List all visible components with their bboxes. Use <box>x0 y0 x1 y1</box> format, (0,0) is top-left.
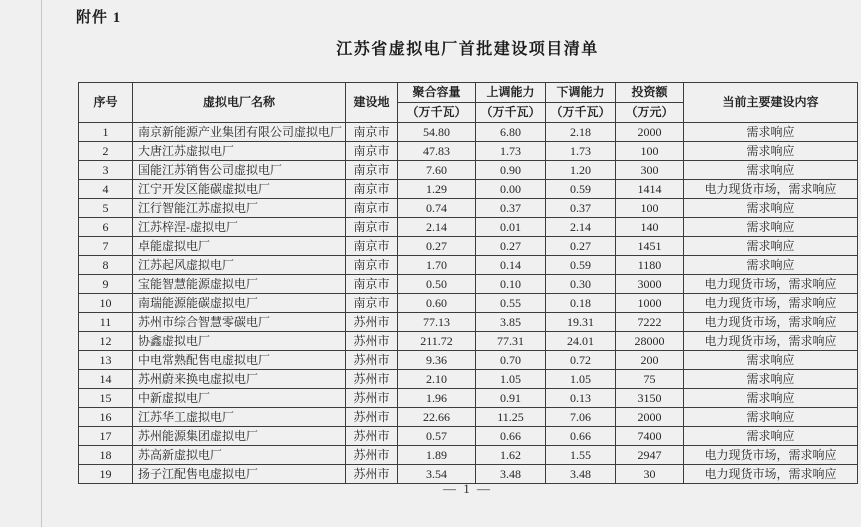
cell-name: 中新虚拟电厂 <box>133 389 346 408</box>
cell-up: 0.37 <box>476 199 546 218</box>
cell-location: 苏州市 <box>346 446 398 465</box>
cell-name: 江苏华工虚拟电厂 <box>133 408 346 427</box>
cell-up: 1.73 <box>476 142 546 161</box>
attachment-label: 附件 1 <box>76 10 122 26</box>
cell-index: 17 <box>79 427 133 446</box>
cell-down: 0.59 <box>546 256 616 275</box>
table-row <box>79 275 858 294</box>
cell-content: 需求响应 <box>684 142 858 161</box>
cell-up: 0.00 <box>476 180 546 199</box>
cell-investment: 1451 <box>616 237 684 256</box>
cell-name: 国能江苏销售公司虚拟电厂 <box>133 161 346 180</box>
col-header-up-unit: （万千瓦） <box>476 103 546 123</box>
table-row <box>79 294 858 313</box>
cell-investment: 200 <box>616 351 684 370</box>
cell-content: 电力现货市场，需求响应 <box>684 275 858 294</box>
cell-down: 7.06 <box>546 408 616 427</box>
cell-down: 1.73 <box>546 142 616 161</box>
cell-down: 0.66 <box>546 427 616 446</box>
cell-down: 1.05 <box>546 370 616 389</box>
cell-up: 0.14 <box>476 256 546 275</box>
cell-capacity: 1.89 <box>398 446 476 465</box>
cell-content: 需求响应 <box>684 161 858 180</box>
table-row <box>79 446 858 465</box>
cell-investment: 7400 <box>616 427 684 446</box>
cell-location: 南京市 <box>346 180 398 199</box>
table-row <box>79 237 858 256</box>
cell-index: 5 <box>79 199 133 218</box>
cell-down: 19.31 <box>546 313 616 332</box>
cell-down: 0.72 <box>546 351 616 370</box>
col-header-capacity: 聚合容量 <box>398 83 476 103</box>
scan-page-edge-line <box>41 0 42 527</box>
cell-down: 3.48 <box>546 465 616 484</box>
cell-content: 需求响应 <box>684 199 858 218</box>
cell-index: 16 <box>79 408 133 427</box>
cell-index: 4 <box>79 180 133 199</box>
cell-content: 需求响应 <box>684 218 858 237</box>
page-number: — 1 — <box>443 481 492 496</box>
cell-up: 0.55 <box>476 294 546 313</box>
cell-capacity: 0.27 <box>398 237 476 256</box>
cell-location: 苏州市 <box>346 389 398 408</box>
cell-location: 南京市 <box>346 237 398 256</box>
cell-content: 电力现货市场，需求响应 <box>684 313 858 332</box>
table-row <box>79 351 858 370</box>
cell-capacity: 0.74 <box>398 199 476 218</box>
header-row-1 <box>79 83 858 103</box>
cell-up: 0.70 <box>476 351 546 370</box>
cell-capacity: 0.57 <box>398 427 476 446</box>
cell-index: 1 <box>79 123 133 142</box>
cell-content: 需求响应 <box>684 408 858 427</box>
cell-capacity: 54.80 <box>398 123 476 142</box>
cell-down: 2.18 <box>546 123 616 142</box>
cell-investment: 75 <box>616 370 684 389</box>
cell-location: 苏州市 <box>346 351 398 370</box>
cell-name: 南瑞能源能碳虚拟电厂 <box>133 294 346 313</box>
cell-up: 0.01 <box>476 218 546 237</box>
table-row <box>79 142 858 161</box>
cell-index: 12 <box>79 332 133 351</box>
cell-investment: 300 <box>616 161 684 180</box>
cell-index: 19 <box>79 465 133 484</box>
cell-up: 3.85 <box>476 313 546 332</box>
cell-name: 南京新能源产业集团有限公司虚拟电厂 <box>133 123 346 142</box>
cell-index: 6 <box>79 218 133 237</box>
cell-down: 0.13 <box>546 389 616 408</box>
col-header-name: 虚拟电厂名称 <box>133 83 346 123</box>
cell-investment: 140 <box>616 218 684 237</box>
cell-investment: 1000 <box>616 294 684 313</box>
cell-investment: 100 <box>616 142 684 161</box>
cell-name: 协鑫虚拟电厂 <box>133 332 346 351</box>
cell-up: 1.05 <box>476 370 546 389</box>
cell-down: 0.30 <box>546 275 616 294</box>
cell-up: 77.31 <box>476 332 546 351</box>
table-row <box>79 161 858 180</box>
cell-investment: 30 <box>616 465 684 484</box>
cell-content: 电力现货市场，需求响应 <box>684 294 858 313</box>
cell-down: 1.55 <box>546 446 616 465</box>
cell-index: 2 <box>79 142 133 161</box>
cell-content: 电力现货市场，需求响应 <box>684 446 858 465</box>
cell-name: 苏州蔚来换电虚拟电厂 <box>133 370 346 389</box>
cell-capacity: 3.54 <box>398 465 476 484</box>
cell-location: 南京市 <box>346 142 398 161</box>
cell-capacity: 47.83 <box>398 142 476 161</box>
cell-content: 需求响应 <box>684 123 858 142</box>
col-header-down-unit: （万千瓦） <box>546 103 616 123</box>
table-row <box>79 256 858 275</box>
cell-capacity: 1.29 <box>398 180 476 199</box>
project-table <box>78 82 858 484</box>
table-row <box>79 427 858 446</box>
cell-location: 苏州市 <box>346 427 398 446</box>
cell-capacity: 1.96 <box>398 389 476 408</box>
col-header-up: 上调能力 <box>476 83 546 103</box>
cell-investment: 2000 <box>616 123 684 142</box>
cell-investment: 3150 <box>616 389 684 408</box>
col-header-investment: 投资额 <box>616 83 684 103</box>
cell-name: 苏州市综合智慧零碳电厂 <box>133 313 346 332</box>
cell-capacity: 2.14 <box>398 218 476 237</box>
cell-content: 需求响应 <box>684 256 858 275</box>
cell-up: 3.48 <box>476 465 546 484</box>
cell-index: 18 <box>79 446 133 465</box>
cell-down: 0.37 <box>546 199 616 218</box>
cell-up: 6.80 <box>476 123 546 142</box>
cell-investment: 100 <box>616 199 684 218</box>
cell-down: 0.59 <box>546 180 616 199</box>
cell-index: 8 <box>79 256 133 275</box>
cell-name: 卓能虚拟电厂 <box>133 237 346 256</box>
cell-index: 10 <box>79 294 133 313</box>
table-row <box>79 199 858 218</box>
cell-index: 3 <box>79 161 133 180</box>
cell-location: 苏州市 <box>346 370 398 389</box>
cell-investment: 1414 <box>616 180 684 199</box>
cell-investment: 7222 <box>616 313 684 332</box>
cell-name: 中电常熟配售电虚拟电厂 <box>133 351 346 370</box>
cell-up: 0.27 <box>476 237 546 256</box>
cell-investment: 1180 <box>616 256 684 275</box>
col-header-capacity-unit: （万千瓦） <box>398 103 476 123</box>
cell-name: 江宁开发区能碳虚拟电厂 <box>133 180 346 199</box>
cell-investment: 2947 <box>616 446 684 465</box>
cell-down: 0.27 <box>546 237 616 256</box>
cell-capacity: 211.72 <box>398 332 476 351</box>
cell-capacity: 0.50 <box>398 275 476 294</box>
cell-name: 大唐江苏虚拟电厂 <box>133 142 346 161</box>
col-header-content: 当前主要建设内容 <box>684 83 858 123</box>
cell-location: 苏州市 <box>346 332 398 351</box>
cell-up: 0.10 <box>476 275 546 294</box>
cell-content: 需求响应 <box>684 351 858 370</box>
cell-investment: 2000 <box>616 408 684 427</box>
cell-down: 1.20 <box>546 161 616 180</box>
cell-capacity: 7.60 <box>398 161 476 180</box>
cell-capacity: 1.70 <box>398 256 476 275</box>
cell-content: 需求响应 <box>684 389 858 408</box>
table-header <box>79 83 858 123</box>
cell-index: 13 <box>79 351 133 370</box>
table-row <box>79 123 858 142</box>
table-row <box>79 389 858 408</box>
cell-up: 1.62 <box>476 446 546 465</box>
cell-capacity: 22.66 <box>398 408 476 427</box>
cell-content: 电力现货市场，需求响应 <box>684 465 858 484</box>
table-body <box>79 123 858 484</box>
cell-location: 苏州市 <box>346 408 398 427</box>
table-row <box>79 408 858 427</box>
cell-capacity: 77.13 <box>398 313 476 332</box>
cell-content: 需求响应 <box>684 427 858 446</box>
cell-location: 南京市 <box>346 218 398 237</box>
cell-location: 南京市 <box>346 294 398 313</box>
table-row <box>79 180 858 199</box>
cell-name: 江苏梓涅-虚拟电厂 <box>133 218 346 237</box>
cell-up: 0.91 <box>476 389 546 408</box>
col-header-location: 建设地 <box>346 83 398 123</box>
cell-content: 需求响应 <box>684 237 858 256</box>
cell-index: 15 <box>79 389 133 408</box>
cell-location: 南京市 <box>346 256 398 275</box>
cell-investment: 28000 <box>616 332 684 351</box>
cell-down: 2.14 <box>546 218 616 237</box>
table-row <box>79 218 858 237</box>
col-header-down: 下调能力 <box>546 83 616 103</box>
cell-location: 南京市 <box>346 275 398 294</box>
cell-index: 11 <box>79 313 133 332</box>
cell-index: 14 <box>79 370 133 389</box>
cell-capacity: 9.36 <box>398 351 476 370</box>
cell-name: 江行智能江苏虚拟电厂 <box>133 199 346 218</box>
cell-content: 电力现货市场，需求响应 <box>684 332 858 351</box>
col-header-investment-unit: （万元） <box>616 103 684 123</box>
cell-capacity: 2.10 <box>398 370 476 389</box>
table-row <box>79 332 858 351</box>
cell-down: 24.01 <box>546 332 616 351</box>
cell-content: 需求响应 <box>684 370 858 389</box>
cell-name: 扬子江配售电虚拟电厂 <box>133 465 346 484</box>
cell-index: 7 <box>79 237 133 256</box>
cell-name: 苏高新虚拟电厂 <box>133 446 346 465</box>
page-title: 江苏省虚拟电厂首批建设项目清单 <box>336 41 599 58</box>
cell-location: 南京市 <box>346 161 398 180</box>
cell-name: 苏州能源集团虚拟电厂 <box>133 427 346 446</box>
cell-up: 0.90 <box>476 161 546 180</box>
table-row <box>79 313 858 332</box>
cell-location: 苏州市 <box>346 313 398 332</box>
cell-up: 11.25 <box>476 408 546 427</box>
cell-capacity: 0.60 <box>398 294 476 313</box>
cell-down: 0.18 <box>546 294 616 313</box>
cell-location: 南京市 <box>346 123 398 142</box>
cell-content: 电力现货市场，需求响应 <box>684 180 858 199</box>
table-row <box>79 370 858 389</box>
cell-up: 0.66 <box>476 427 546 446</box>
cell-investment: 3000 <box>616 275 684 294</box>
cell-name: 江苏起风虚拟电厂 <box>133 256 346 275</box>
cell-index: 9 <box>79 275 133 294</box>
cell-name: 宝能智慧能源虚拟电厂 <box>133 275 346 294</box>
cell-location: 苏州市 <box>346 465 398 484</box>
cell-location: 南京市 <box>346 199 398 218</box>
col-header-index: 序号 <box>79 83 133 123</box>
